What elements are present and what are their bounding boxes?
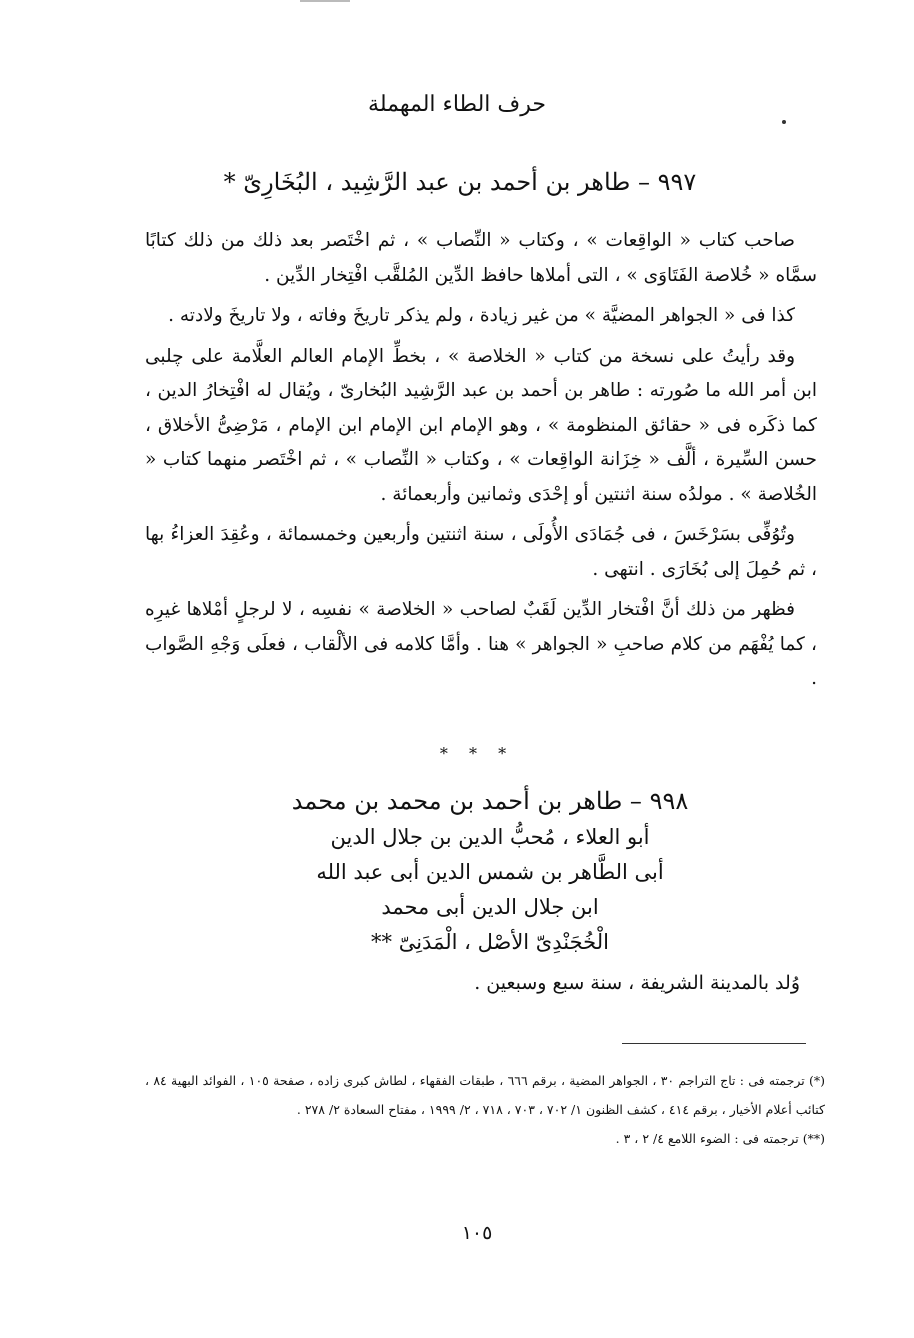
paragraph: وقد رأيتُ على نسخة من كتاب « الخلاصة » ، بخطِّ الإمام العالم العلَّامة على چلبى ابن أمر الله ما صُورته : طاهر بن أحمد بن عبد الرَّشِيد البُخارىّ ، ويُقال له افْتِخارُ الدين ، كما ذكَره فى « حقائق المنظومة » ، وهو الإمام ابن الإمام ابن الإمام ، مَرْضِىُّ الأخلاق ، حسن السِّيرة ، ألَّف « خِزَانة الواقِعات » ، وكتاب « النِّصاب » ، ثم اخْتَصر منهما كتاب « الخُلاصة » . مولدُه سنة اثنتين أو إحْدَى وثمانين وأربعمائة . (145, 345, 817, 505)
entry-998-name-line: ابن جلال الدين أبى محمد (381, 895, 599, 919)
entry-998-name-line: أبى الطَّاهر بن شمس الدين أبى عبد الله (316, 860, 664, 884)
scan-edge-mark (300, 0, 350, 2)
print-dot (782, 120, 786, 124)
footnote: (**) ترجمته فى : الضوء اللامع ٤/ ٢ ، ٣ . (615, 1131, 825, 1146)
entry-998-nisba-line: الْخُجَنْدِىّ الأصْل ، الْمَدَنِىّ ** (371, 930, 609, 954)
footnote: (*) ترجمته فى : تاج التراجم ٣٠ ، الجواهر المضية ، برقم ٦٦٦ ، طبقات الفقهاء ، لطاش كبرى زاده ، صفحة ١٠٥ ، الفوائد البهية ٨٤ ، كتائب أعلام الأخيار ، برقم ٤١٤ ، كشف الظنون ١/ ٧٠٢ ، ٧٠٣ ، ٧١٨ ، ٢/ ١٩٩٩ ، مفتاح السعادة ٢/ ٢٧٨ . (145, 1073, 826, 1117)
paragraph: كذا فى « الجواهر المضيَّة » من غير زيادة ، ولم يذكر تاريخَ وفاته ، ولا تاريخَ ولادته . (168, 305, 795, 326)
paragraph: وتُوُفِّى بسَرْخَسَ ، فى جُمَادَى الأُولَى ، سنة اثنتين وأربعين وخمسمائة ، وعُقِدَ العزاءُ بها ، ثم حُمِلَ إلى بُخَارَى . انتهى . (145, 524, 817, 580)
page-number: ١٠٥ (461, 1222, 493, 1244)
entry-998-title: ٩٩٨ – طاهر بن أحمد بن محمد بن محمد (291, 787, 689, 815)
entry-997-body (145, 224, 817, 703)
entry-998-heading (200, 782, 780, 960)
entry-998-name-line: أبو العلاء ، مُحبُّ الدين بن جلال الدين (330, 825, 650, 849)
running-head: حرف الطاء المهملة (368, 92, 546, 117)
entry-998-birth: وُلد بالمدينة الشريفة ، سنة سبع وسبعين . (474, 972, 800, 994)
paragraph: فظهر من ذلك أنَّ افْتخار الدِّين لَقَبٌ لصاحب « الخلاصة » نفسِه ، لا لرجلٍ أمْلاها غيرِه ، كما يُفْهَم من كلام صاحبِ « الجواهر » هنا . وأمَّا كلامه فى الألْقاب ، فعلَى وَجْهِ الصَّواب . (145, 599, 817, 689)
footnote-rule (622, 1043, 806, 1044)
entry-997-title: ٩٩٧ – طاهر بن أحمد بن عبد الرَّشِيد ، البُخَارِىّ * (223, 168, 697, 196)
section-separator: * * * (439, 744, 515, 763)
footnotes (145, 1066, 825, 1153)
paragraph: صاحب كتاب « الواقِعات » ، وكتاب « النِّصاب » ، ثم اخْتَصر بعد ذلك من ذلك كتابًا سمَّاه « خُلاصة الفَتَاوَى » ، التى أملاها حافظ الدِّين المُلقَّب افْتِخار الدِّين . (145, 230, 817, 286)
